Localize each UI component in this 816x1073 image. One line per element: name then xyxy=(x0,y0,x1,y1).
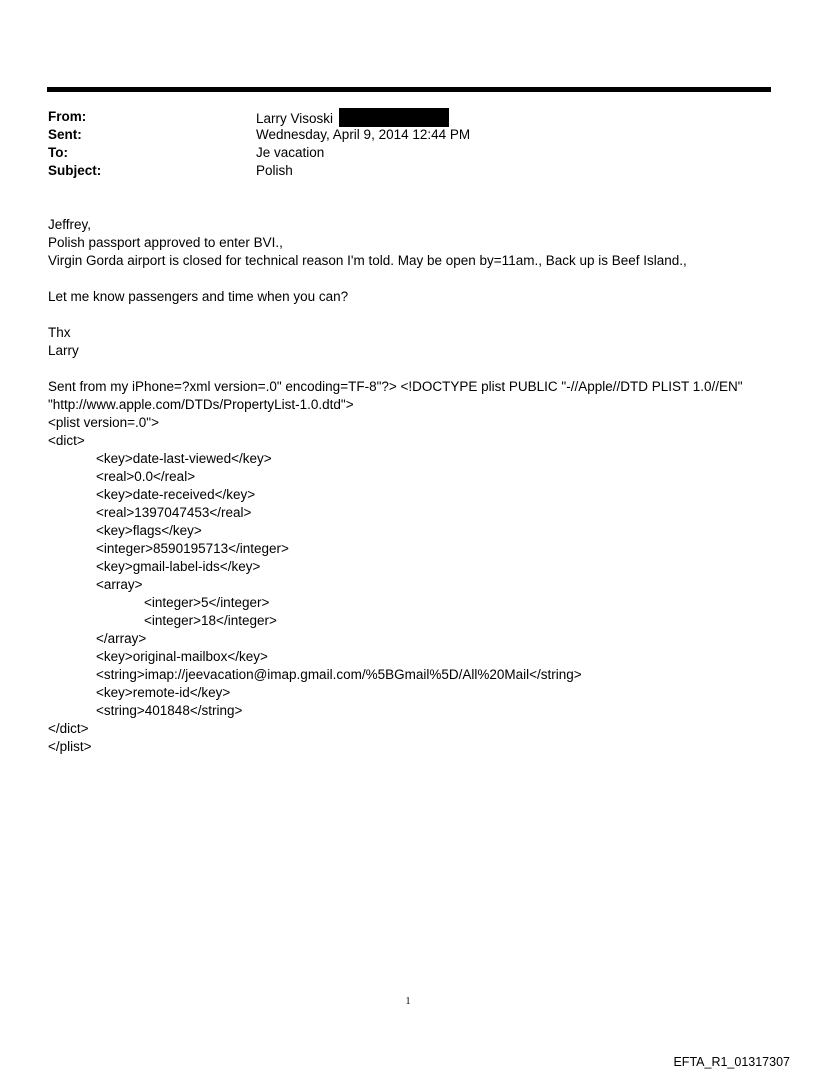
to-label: To: xyxy=(48,145,68,160)
sent-row xyxy=(48,126,768,144)
email-header xyxy=(48,108,768,180)
from-value xyxy=(256,108,449,128)
dtd-url-line: "http://www.apple.com/DTDs/PropertyList-1.0.dtd"> xyxy=(48,397,354,412)
from-name: Larry Visoski xyxy=(256,111,334,126)
subject-label: Subject: xyxy=(48,163,102,178)
plist-line: <real>1397047453</real> xyxy=(96,505,252,520)
signature: Larry xyxy=(48,343,79,358)
sent-from-line: Sent from my iPhone=?xml version=.0" encoding=TF-8"?> <!DOCTYPE plist PUBLIC "-//Apple//DTD PLIST 1.0//EN" xyxy=(48,379,743,394)
message-line: Virgin Gorda airport is closed for technical reason I'm told. May be open by=11am., Back up is Beef Island., xyxy=(48,253,687,268)
subject-row xyxy=(48,162,768,180)
plist-line: <real>0.0</real> xyxy=(96,469,196,484)
plist-line: <key>date-last-viewed</key> xyxy=(96,451,272,466)
plist-line: <key>flags</key> xyxy=(96,523,202,538)
to-row xyxy=(48,144,768,162)
plist-line: <key>date-received</key> xyxy=(96,487,256,502)
plist-line: <dict> xyxy=(48,433,85,448)
from-row xyxy=(48,108,768,126)
plist-line: <string>401848</string> xyxy=(96,703,243,718)
plist-line: </array> xyxy=(96,631,147,646)
plist-line: </plist> xyxy=(48,739,92,754)
plist-line: <integer>8590195713</integer> xyxy=(96,541,289,556)
email-body xyxy=(48,216,788,756)
bates-number: EFTA_R1_01317307 xyxy=(673,1055,790,1069)
message-line: Let me know passengers and time when you can? xyxy=(48,289,349,304)
plist-line: <string>imap://jeevacation@imap.gmail.com/%5BGmail%5D/All%20Mail</string> xyxy=(96,667,582,682)
from-label: From: xyxy=(48,109,87,124)
to-value: Je vacation xyxy=(256,145,325,160)
sent-label: Sent: xyxy=(48,127,82,142)
plist-line: <key>remote-id</key> xyxy=(96,685,231,700)
sent-value: Wednesday, April 9, 2014 12:44 PM xyxy=(256,127,471,142)
subject-value: Polish xyxy=(256,163,293,178)
header-rule xyxy=(47,87,771,92)
plist-line: <plist version=.0"> xyxy=(48,415,159,430)
message-line: Polish passport approved to enter BVI., xyxy=(48,235,283,250)
plist-line: </dict> xyxy=(48,721,89,736)
spacer xyxy=(48,306,788,324)
plist-line: <key>original-mailbox</key> xyxy=(96,649,268,664)
plist-line: <integer>5</integer> xyxy=(144,595,270,610)
plist-line: <integer>18</integer> xyxy=(144,613,277,628)
redaction-bar xyxy=(339,108,449,127)
plist-line: <array> xyxy=(96,577,143,592)
spacer xyxy=(48,270,788,288)
spacer xyxy=(48,360,788,378)
page-number: 1 xyxy=(405,996,411,1007)
signoff: Thx xyxy=(48,325,71,340)
plist-line: <key>gmail-label-ids</key> xyxy=(96,559,261,574)
greeting: Jeffrey, xyxy=(48,217,92,232)
